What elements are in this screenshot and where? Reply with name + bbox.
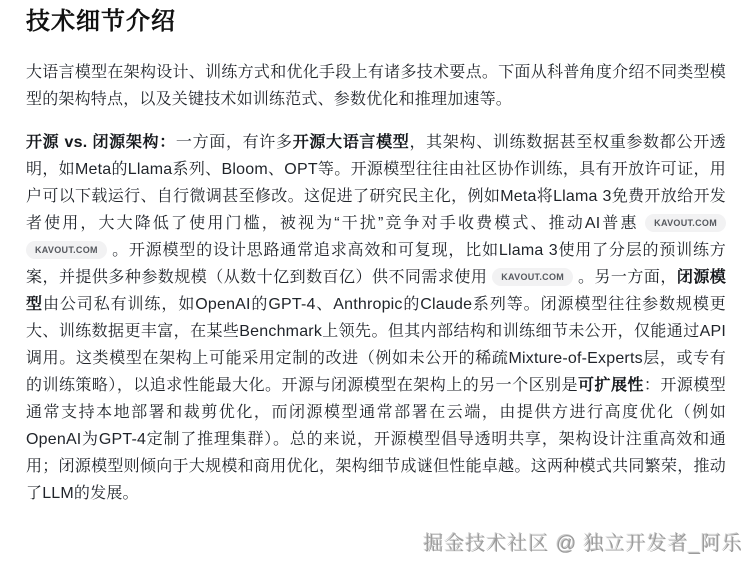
body-bold-text: 开源 vs. 闭源架构：: [26, 134, 176, 151]
body-bold-text: 开源大语言模型: [292, 134, 410, 151]
kavout-citation-badge[interactable]: KAVOUT.COM: [492, 268, 573, 286]
body-text: ：开源模型通常支持本地部署和裁剪优化，而闭源模型通常部署在云端，由提供方进行高度优化（例如OpenAI为GPT-4定制了推理集群）。总的来说，开源模型倡导透明共享，架构设计注重高效和通用；闭源模型则倾向于大规模和商用优化，架构细节成谜但性能卓越。这两种模式共同繁荣，推动了LLM的发展。: [26, 377, 726, 502]
body-text: 。开源模型的设计思路通常追求高效和可复现，比如Llama 3使用了分层的预训练方案，并提供多种参数规模（从数十亿到数百亿）供不同需求使用: [26, 242, 726, 286]
body-text: 。另一方面，: [573, 269, 677, 286]
kavout-citation-badge[interactable]: KAVOUT.COM: [645, 214, 726, 232]
body-text: 一方面，有许多: [175, 134, 293, 151]
watermark: 掘金技术社区 @ 独立开发者_阿乐: [423, 533, 743, 555]
body-bold-text: 可扩展性: [578, 377, 644, 394]
body-bold-text: 闭源模型: [26, 269, 726, 313]
body-paragraph: [26, 129, 726, 507]
kavout-citation-badge[interactable]: KAVOUT.COM: [26, 241, 107, 259]
intro-paragraph: 大语言模型在架构设计、训练方式和优化手段上有诸多技术要点。下面从科普角度介绍不同类型模型的架构特点，以及关键技术如训练范式、参数优化和推理加速等。: [26, 64, 726, 108]
body-text: ，其架构、训练数据甚至权重参数都公开透明，如Meta的Llama系列、Bloom、OPT等。开源模型往往由社区协作训练，具有开放许可证，用户可以下载运行、自行微调甚至修改。这促进了研究民主化，例如Meta将Llama 3免费开放给开发者使用，大大降低了使用门槛，被视为“干扰”竞争对手收费模式、推动AI普惠: [26, 134, 726, 232]
page-title: 技术细节介绍: [26, 8, 176, 35]
body-text: 由公司私有训练，如OpenAI的GPT-4、Anthropic的Claude系列等。闭源模型往往参数规模更大、训练数据更丰富，在某些Benchmark上领先。但其内部结构和训练细节未公开，仅能通过API调用。这类模型在架构上可能采用定制的改进（例如未公开的稀疏Mixture-of-Experts层，或专有的训练策略），以追求性能最大化。开源与闭源模型在架构上的另一个区别是: [26, 296, 727, 394]
